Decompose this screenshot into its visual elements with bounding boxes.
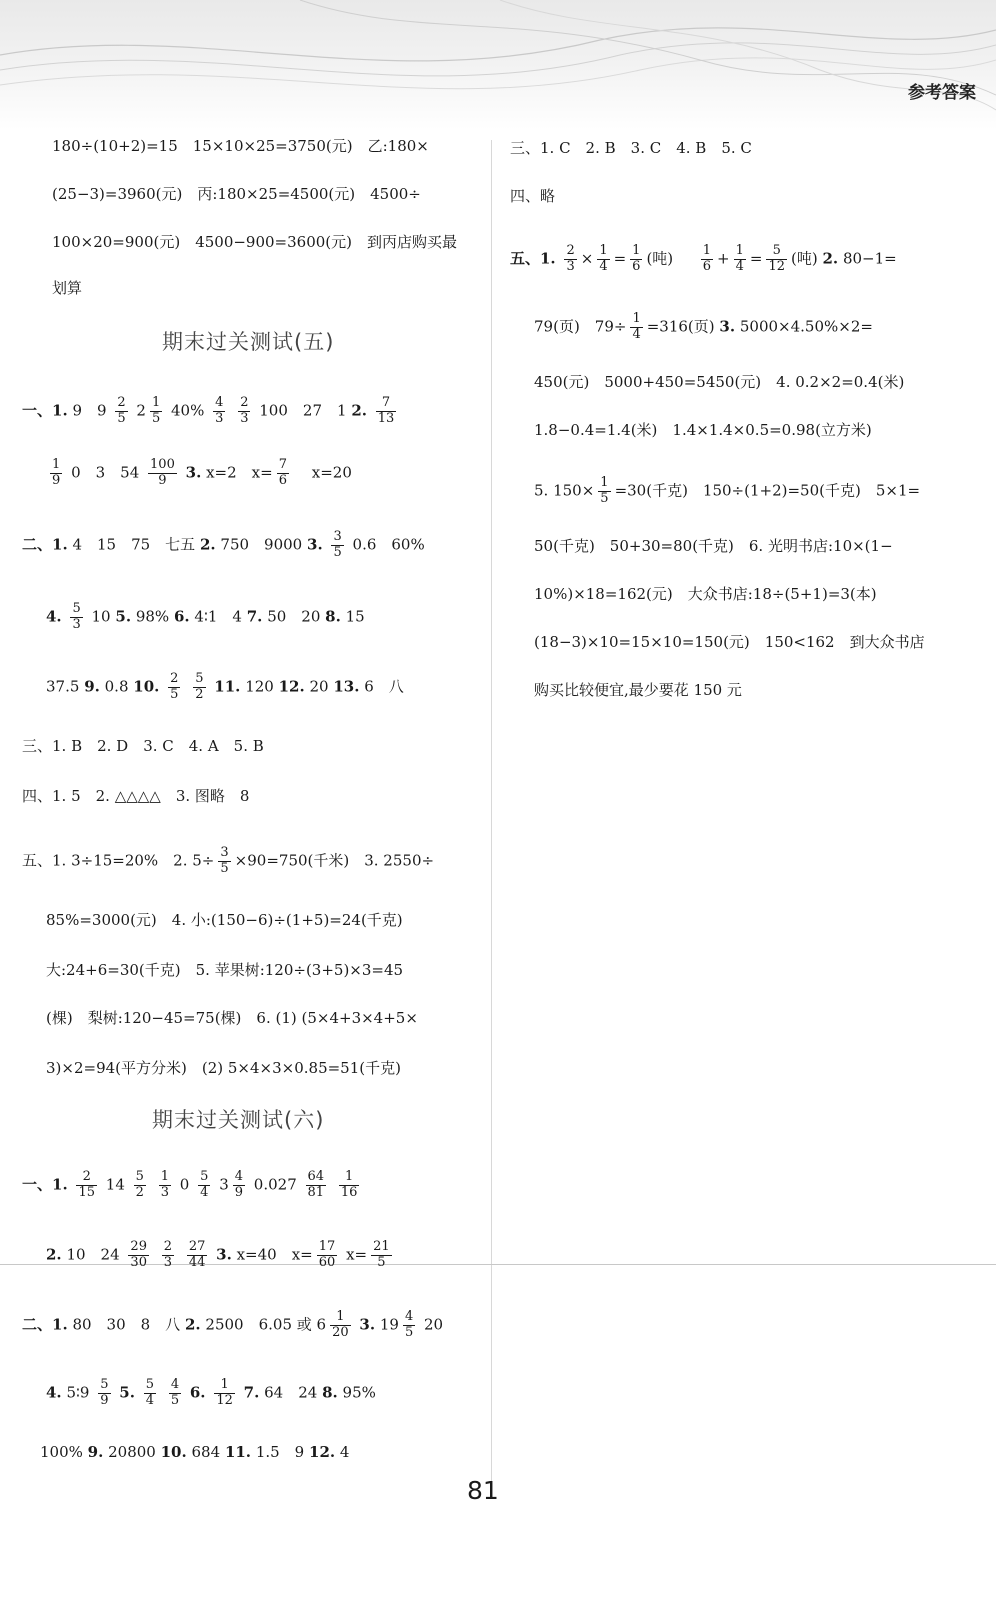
question-number: 11. xyxy=(214,677,241,696)
fraction: $\frac{4}{9}$ xyxy=(234,1169,244,1200)
mixed-number-whole: 19 xyxy=(379,1315,399,1334)
fraction: $\frac{1}{3}$ xyxy=(160,1169,170,1200)
fraction: $\frac{7}{13}$ xyxy=(377,395,395,426)
fraction: $\frac{2}{5}$ xyxy=(117,395,126,426)
question-number: 9. xyxy=(84,677,100,696)
answer-value: x=40 x= xyxy=(236,1245,313,1264)
question-number: 1. xyxy=(52,535,68,554)
answer-line: 大:24+6=30(千克) 5. 苹果树:120÷(3+5)×3=45 xyxy=(46,961,404,979)
section-marker: 五、1. xyxy=(510,249,556,268)
unit: (吨) xyxy=(646,249,674,268)
operator: = xyxy=(749,249,763,268)
fraction: $\frac{27}{44}$ xyxy=(188,1239,206,1270)
section-marker: 一、 xyxy=(22,1175,53,1194)
question-number: 4. xyxy=(46,1383,62,1402)
answer-value: 0 3 54 xyxy=(71,463,140,482)
operator: × xyxy=(580,249,594,268)
answer-value: =316(页) xyxy=(646,317,715,336)
answer-line xyxy=(22,1170,363,1201)
answer-value: 50 20 xyxy=(267,607,321,626)
fraction: $\frac{5}{4}$ xyxy=(145,1377,155,1408)
answer-line: 三、1. C 2. B 3. C 4. B 5. C xyxy=(510,139,752,157)
fraction: $\frac{7}{6}$ xyxy=(278,457,287,488)
answer-value: 10 xyxy=(91,607,111,626)
question-number: 4. xyxy=(46,607,62,626)
answer-line xyxy=(46,458,352,489)
operator: = xyxy=(613,249,627,268)
answer-line xyxy=(534,312,873,343)
fraction: $\frac{1}{4}$ xyxy=(735,243,744,274)
question-number: 12. xyxy=(309,1443,336,1461)
question-number: 3. xyxy=(359,1315,376,1334)
answer-value: 95% xyxy=(342,1383,376,1402)
section-marker: 二、 xyxy=(22,1315,53,1334)
fraction: $\frac{64}{81}$ xyxy=(307,1169,325,1200)
fraction: $\frac{5}{12}$ xyxy=(768,243,785,274)
answer-line: 四、略 xyxy=(510,187,556,205)
question-number: 8. xyxy=(325,607,341,626)
answer-line: 四、1. 5 2. △△△△ 3. 图略 8 xyxy=(22,787,250,805)
question-number: 2. xyxy=(46,1245,62,1264)
answer-line xyxy=(40,1440,349,1464)
answer-line: 85%=3000(元) 4. 小:(150−6)÷(1+5)=24(千克) xyxy=(46,911,403,929)
answer-line: 三、1. B 2. D 3. C 4. A 5. B xyxy=(22,737,264,755)
mixed-number-whole: 3 xyxy=(219,1175,229,1194)
question-number: 11. xyxy=(224,1443,252,1461)
fraction: $\frac{3}{5}$ xyxy=(333,529,342,560)
answer-value: 0.027 xyxy=(253,1175,297,1194)
answer-line: (18−3)×10=15×10=150(元) 150<162 到大众书店 xyxy=(534,633,925,651)
answer-value: 五、1. 3÷15=20% 2. 5÷ xyxy=(22,851,215,870)
unit: (吨) xyxy=(791,249,818,268)
question-number: 8. xyxy=(322,1383,338,1402)
question-number: 3. xyxy=(307,535,323,554)
question-number: 2. xyxy=(351,401,367,420)
fraction: $\frac{4}{5}$ xyxy=(170,1377,180,1408)
question-number: 1. xyxy=(52,401,68,420)
answer-value: 2500 6.05 或 6 xyxy=(205,1315,327,1334)
fraction: $\frac{1}{5}$ xyxy=(151,395,161,426)
answer-value: 14 xyxy=(105,1175,125,1194)
question-number: 5. xyxy=(115,607,132,626)
fraction: $\frac{1}{9}$ xyxy=(52,457,61,488)
answer-value: 9 9 xyxy=(72,401,107,420)
answer-value: x= xyxy=(346,1245,368,1264)
answer-line: 100×20=900(元) 4500−900=3600(元) 到丙店购买最 xyxy=(52,233,458,251)
answer-value: x=20 xyxy=(311,463,352,482)
fraction: $\frac{5}{3}$ xyxy=(72,601,81,632)
fraction: $\frac{17}{60}$ xyxy=(318,1239,336,1270)
question-number: 9. xyxy=(87,1443,104,1461)
answer-line: 1.8−0.4=1.4(米) 1.4×1.4×0.5=0.98(立方米) xyxy=(534,421,872,439)
answer-value: 750 9000 xyxy=(220,535,303,554)
question-number: 10. xyxy=(133,677,160,696)
answer-line xyxy=(46,1378,376,1409)
question-number: 2. xyxy=(199,535,216,554)
fraction: $\frac{2}{3}$ xyxy=(163,1239,173,1270)
answer-line xyxy=(22,530,425,561)
answer-value: 1.5 9 xyxy=(255,1443,305,1461)
answer-value: 98% xyxy=(135,607,170,626)
answer-value: =30(千克) 150÷(1+2)=50(千克) 5×1= xyxy=(614,481,921,500)
fraction: $\frac{4}{3}$ xyxy=(215,395,224,426)
fraction: $\frac{1}{5}$ xyxy=(600,475,609,506)
fraction: $\frac{1}{12}$ xyxy=(216,1377,233,1408)
question-number: 1. xyxy=(52,1315,68,1334)
fraction: $\frac{1}{6}$ xyxy=(632,243,641,274)
page-number: 81 xyxy=(467,1476,499,1505)
answer-value: 0.6 60% xyxy=(352,535,425,554)
answer-line: 450(元) 5000+450=5450(元) 4. 0.2×2=0.4(米) xyxy=(534,373,905,391)
answer-value: 4 15 75 七五 xyxy=(72,535,196,554)
section-marker: 一、 xyxy=(22,401,53,420)
answer-line xyxy=(22,396,400,427)
fraction: $\frac{2}{15}$ xyxy=(78,1169,96,1200)
header-banner xyxy=(0,0,996,130)
question-number: 2. xyxy=(822,249,839,268)
fraction: $\frac{1}{16}$ xyxy=(340,1169,358,1200)
answer-value: 684 xyxy=(191,1443,221,1461)
answer-line xyxy=(22,846,434,877)
answer-line: (25−3)=3960(元) 丙:180×25=4500(元) 4500÷ xyxy=(52,185,421,203)
answer-line: (棵) 梨树:120−45=75(棵) 6. (1) (5×4+3×4+5× xyxy=(46,1009,418,1027)
fraction: $\frac{3}{5}$ xyxy=(220,845,229,876)
answer-line xyxy=(46,602,365,633)
fraction: $\frac{1}{20}$ xyxy=(332,1309,349,1340)
question-number: 13. xyxy=(333,677,360,696)
answer-value: 4 xyxy=(339,1443,350,1461)
answer-value: ×90=750(千米) 3. 2550÷ xyxy=(234,851,435,870)
question-number: 10. xyxy=(160,1443,187,1461)
answer-line xyxy=(534,476,920,507)
answer-value: 4∶1 4 xyxy=(194,607,242,626)
answer-line: 180÷(10+2)=15 15×10×25=3750(元) 乙:180× xyxy=(52,137,429,155)
question-number: 3. xyxy=(216,1245,232,1264)
fraction: $\frac{5}{2}$ xyxy=(195,671,204,702)
answer-value: 120 xyxy=(245,677,274,696)
answer-value: 0.8 xyxy=(104,677,129,696)
header-title: 参考答案 xyxy=(908,83,976,103)
answer-value: x=2 x= xyxy=(206,463,273,482)
question-number: 6. xyxy=(173,607,190,626)
answer-value: 20 xyxy=(424,1315,444,1334)
section-title-test5: 期末过关测试(五) xyxy=(162,330,335,354)
fraction: $\frac{5}{4}$ xyxy=(200,1169,209,1200)
answer-line xyxy=(510,244,897,275)
question-number: 6. xyxy=(189,1383,206,1402)
fraction: $\frac{2}{5}$ xyxy=(170,671,179,702)
answer-value: 40% xyxy=(171,401,205,420)
answer-value: 0 xyxy=(179,1175,190,1194)
answer-value: 64 24 xyxy=(264,1383,318,1402)
fraction: $\frac{2}{3}$ xyxy=(240,395,249,426)
question-number: 1. xyxy=(52,1175,68,1194)
banner-wave-pattern xyxy=(0,0,996,130)
question-number: 2. xyxy=(184,1315,201,1334)
question-number: 12. xyxy=(278,677,305,696)
fraction: $\frac{1}{4}$ xyxy=(632,311,641,342)
question-number: 5. xyxy=(119,1383,135,1402)
answer-line: 购买比较便宜,最少要花 150 元 xyxy=(534,681,742,699)
answer-line: 3)×2=94(平方分米) (2) 5×4×3×0.85=51(千克) xyxy=(46,1059,401,1077)
fraction: $\frac{4}{5}$ xyxy=(404,1309,414,1340)
question-number: 7. xyxy=(243,1383,260,1402)
answer-value: 5000×4.50%×2= xyxy=(739,317,873,336)
answer-value: 10 24 xyxy=(66,1245,120,1264)
answer-value: 5∶9 xyxy=(66,1383,90,1402)
fraction: $\frac{21}{5}$ xyxy=(373,1239,390,1270)
column-divider xyxy=(491,140,492,1490)
question-number: 3. xyxy=(185,463,202,482)
answer-value: 37.5 xyxy=(46,677,80,696)
answer-line: 划算 xyxy=(52,279,83,297)
section-title-test6: 期末过关测试(六) xyxy=(152,1108,325,1132)
answer-line xyxy=(22,1310,443,1341)
question-number: 7. xyxy=(246,607,263,626)
answer-value: 80−1= xyxy=(842,249,897,268)
answer-value: 15 xyxy=(345,607,365,626)
answer-value: 20800 xyxy=(108,1443,156,1461)
answer-line xyxy=(46,1240,396,1271)
section-marker: 二、 xyxy=(22,535,53,554)
answer-value: 100 27 1 xyxy=(259,401,347,420)
answer-line: 50(千克) 50+30=80(千克) 6. 光明书店:10×(1− xyxy=(534,537,893,555)
fraction: $\frac{2}{3}$ xyxy=(566,243,575,274)
fraction: $\frac{5}{9}$ xyxy=(100,1377,109,1408)
answer-value: 80 30 8 八 xyxy=(72,1315,181,1334)
answer-line: 10%)×18=162(元) 大众书店:18÷(5+1)=3(本) xyxy=(534,585,877,603)
answer-value: 5. 150× xyxy=(534,481,595,500)
answer-value: 79(页) 79÷ xyxy=(534,317,627,336)
fraction: $\frac{1}{6}$ xyxy=(702,243,712,274)
answer-value: 20 xyxy=(309,677,329,696)
mixed-number-whole: 2 xyxy=(136,401,146,420)
answer-line xyxy=(46,672,404,703)
answer-value: 6 八 xyxy=(364,677,404,696)
fraction: $\frac{29}{30}$ xyxy=(130,1239,147,1270)
fraction: $\frac{5}{2}$ xyxy=(135,1169,144,1200)
fraction: $\frac{1}{4}$ xyxy=(599,243,608,274)
operator: + xyxy=(717,249,730,268)
fraction: $\frac{100}{9}$ xyxy=(150,457,175,488)
answer-value: 100% xyxy=(40,1443,83,1461)
question-number: 3. xyxy=(719,317,736,336)
